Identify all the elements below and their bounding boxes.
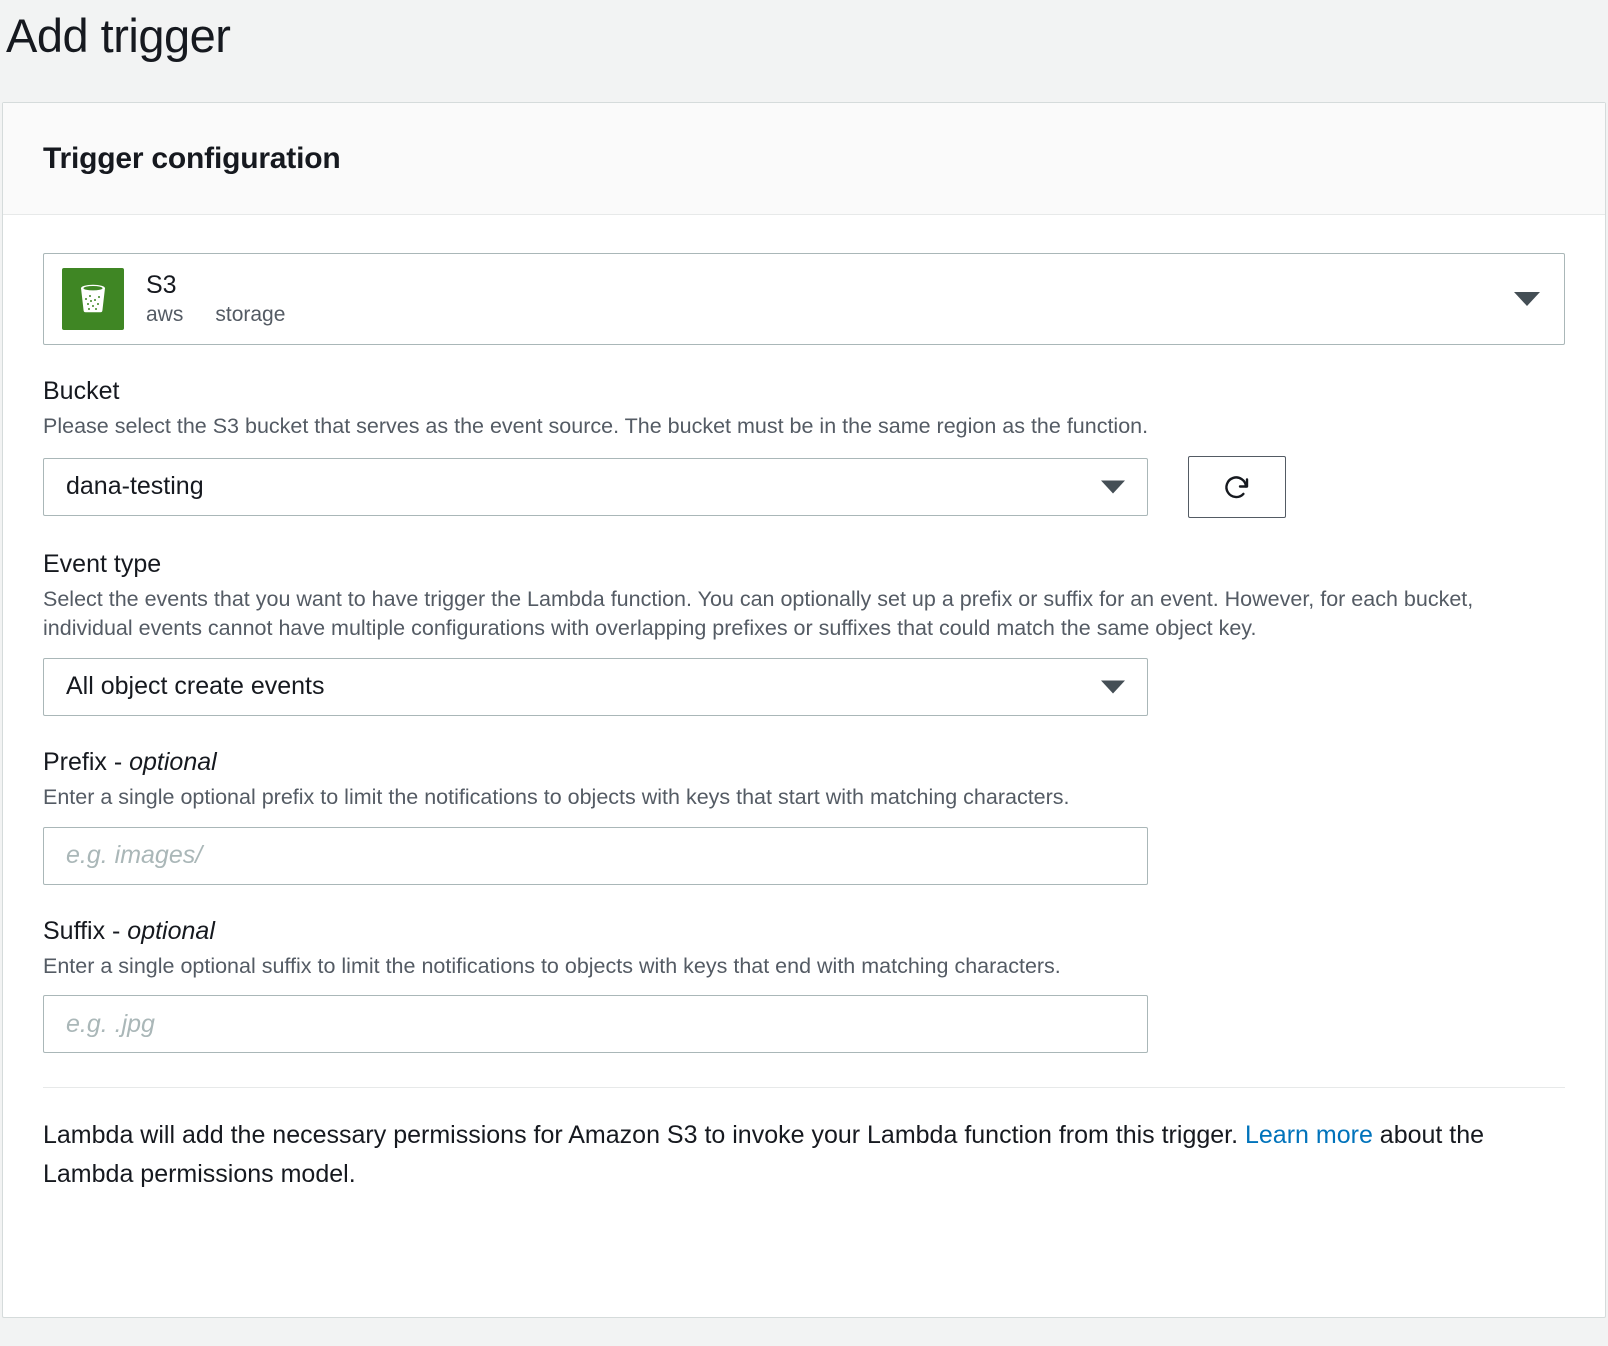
bucket-description: Please select the S3 bucket that serves as the event source. The bucket must be in the same region as the function. [43, 414, 1149, 438]
bucket-label: Bucket [43, 377, 120, 405]
prefix-input[interactable] [43, 827, 1148, 885]
event-type-selected-value: All object create events [66, 672, 325, 701]
bucket-selected-value: dana-testing [66, 472, 204, 501]
permissions-note-before: Lambda will add the necessary permissions for Amazon S3 to invoke your Lambda function from this trigger. [43, 1121, 1245, 1150]
bucket-row [43, 456, 1565, 518]
service-text [146, 271, 285, 328]
chevron-down-icon [1514, 292, 1540, 306]
service-vendor: aws [146, 303, 184, 327]
prefix-description: Enter a single optional prefix to limit the notifications to objects with keys that start with matching characters. [43, 784, 1070, 809]
prefix-field [43, 748, 1565, 885]
suffix-description: Enter a single optional suffix to limit the notifications to objects with keys that end with matching characters. [43, 953, 1061, 978]
card-title: Trigger configuration [43, 141, 341, 175]
prefix-label-text: Prefix - [43, 747, 130, 776]
trigger-configuration-card [2, 102, 1606, 1318]
page-title: Add trigger [6, 9, 231, 62]
suffix-label [43, 917, 1565, 946]
chevron-down-icon [1101, 680, 1125, 693]
service-meta [146, 303, 285, 327]
suffix-field [43, 917, 1565, 1054]
event-type-label: Event type [43, 549, 162, 578]
permissions-note [43, 1088, 1513, 1194]
service-category: storage [215, 303, 286, 327]
suffix-label-text: Suffix - [43, 916, 128, 945]
bucket-select[interactable] [43, 458, 1148, 516]
card-header [3, 103, 1605, 215]
event-type-select[interactable] [43, 658, 1148, 716]
prefix-label [43, 748, 1565, 777]
s3-bucket-icon [62, 268, 124, 330]
service-name: S3 [146, 270, 177, 299]
card-body [3, 215, 1605, 1194]
chevron-down-icon [1101, 480, 1125, 493]
refresh-icon [1219, 469, 1255, 505]
permissions-note-after: about the Lambda permissions model. [43, 1121, 1485, 1189]
learn-more-link[interactable]: Learn more [1245, 1121, 1373, 1150]
event-type-field [43, 550, 1565, 716]
prefix-optional-text: optional [129, 747, 217, 776]
trigger-source-select[interactable] [43, 253, 1565, 345]
suffix-optional-text: optional [127, 916, 215, 945]
bucket-field [43, 377, 1565, 518]
event-type-description: Select the events that you want to have trigger the Lambda function. You can optionally set up a prefix or suffix for an event. However, for each bucket, individual events cannot have multiple configurations with overlapping prefixes or suffixes that could match the same object key. [43, 586, 1474, 641]
suffix-input[interactable] [43, 995, 1148, 1053]
refresh-buckets-button[interactable] [1188, 456, 1286, 518]
